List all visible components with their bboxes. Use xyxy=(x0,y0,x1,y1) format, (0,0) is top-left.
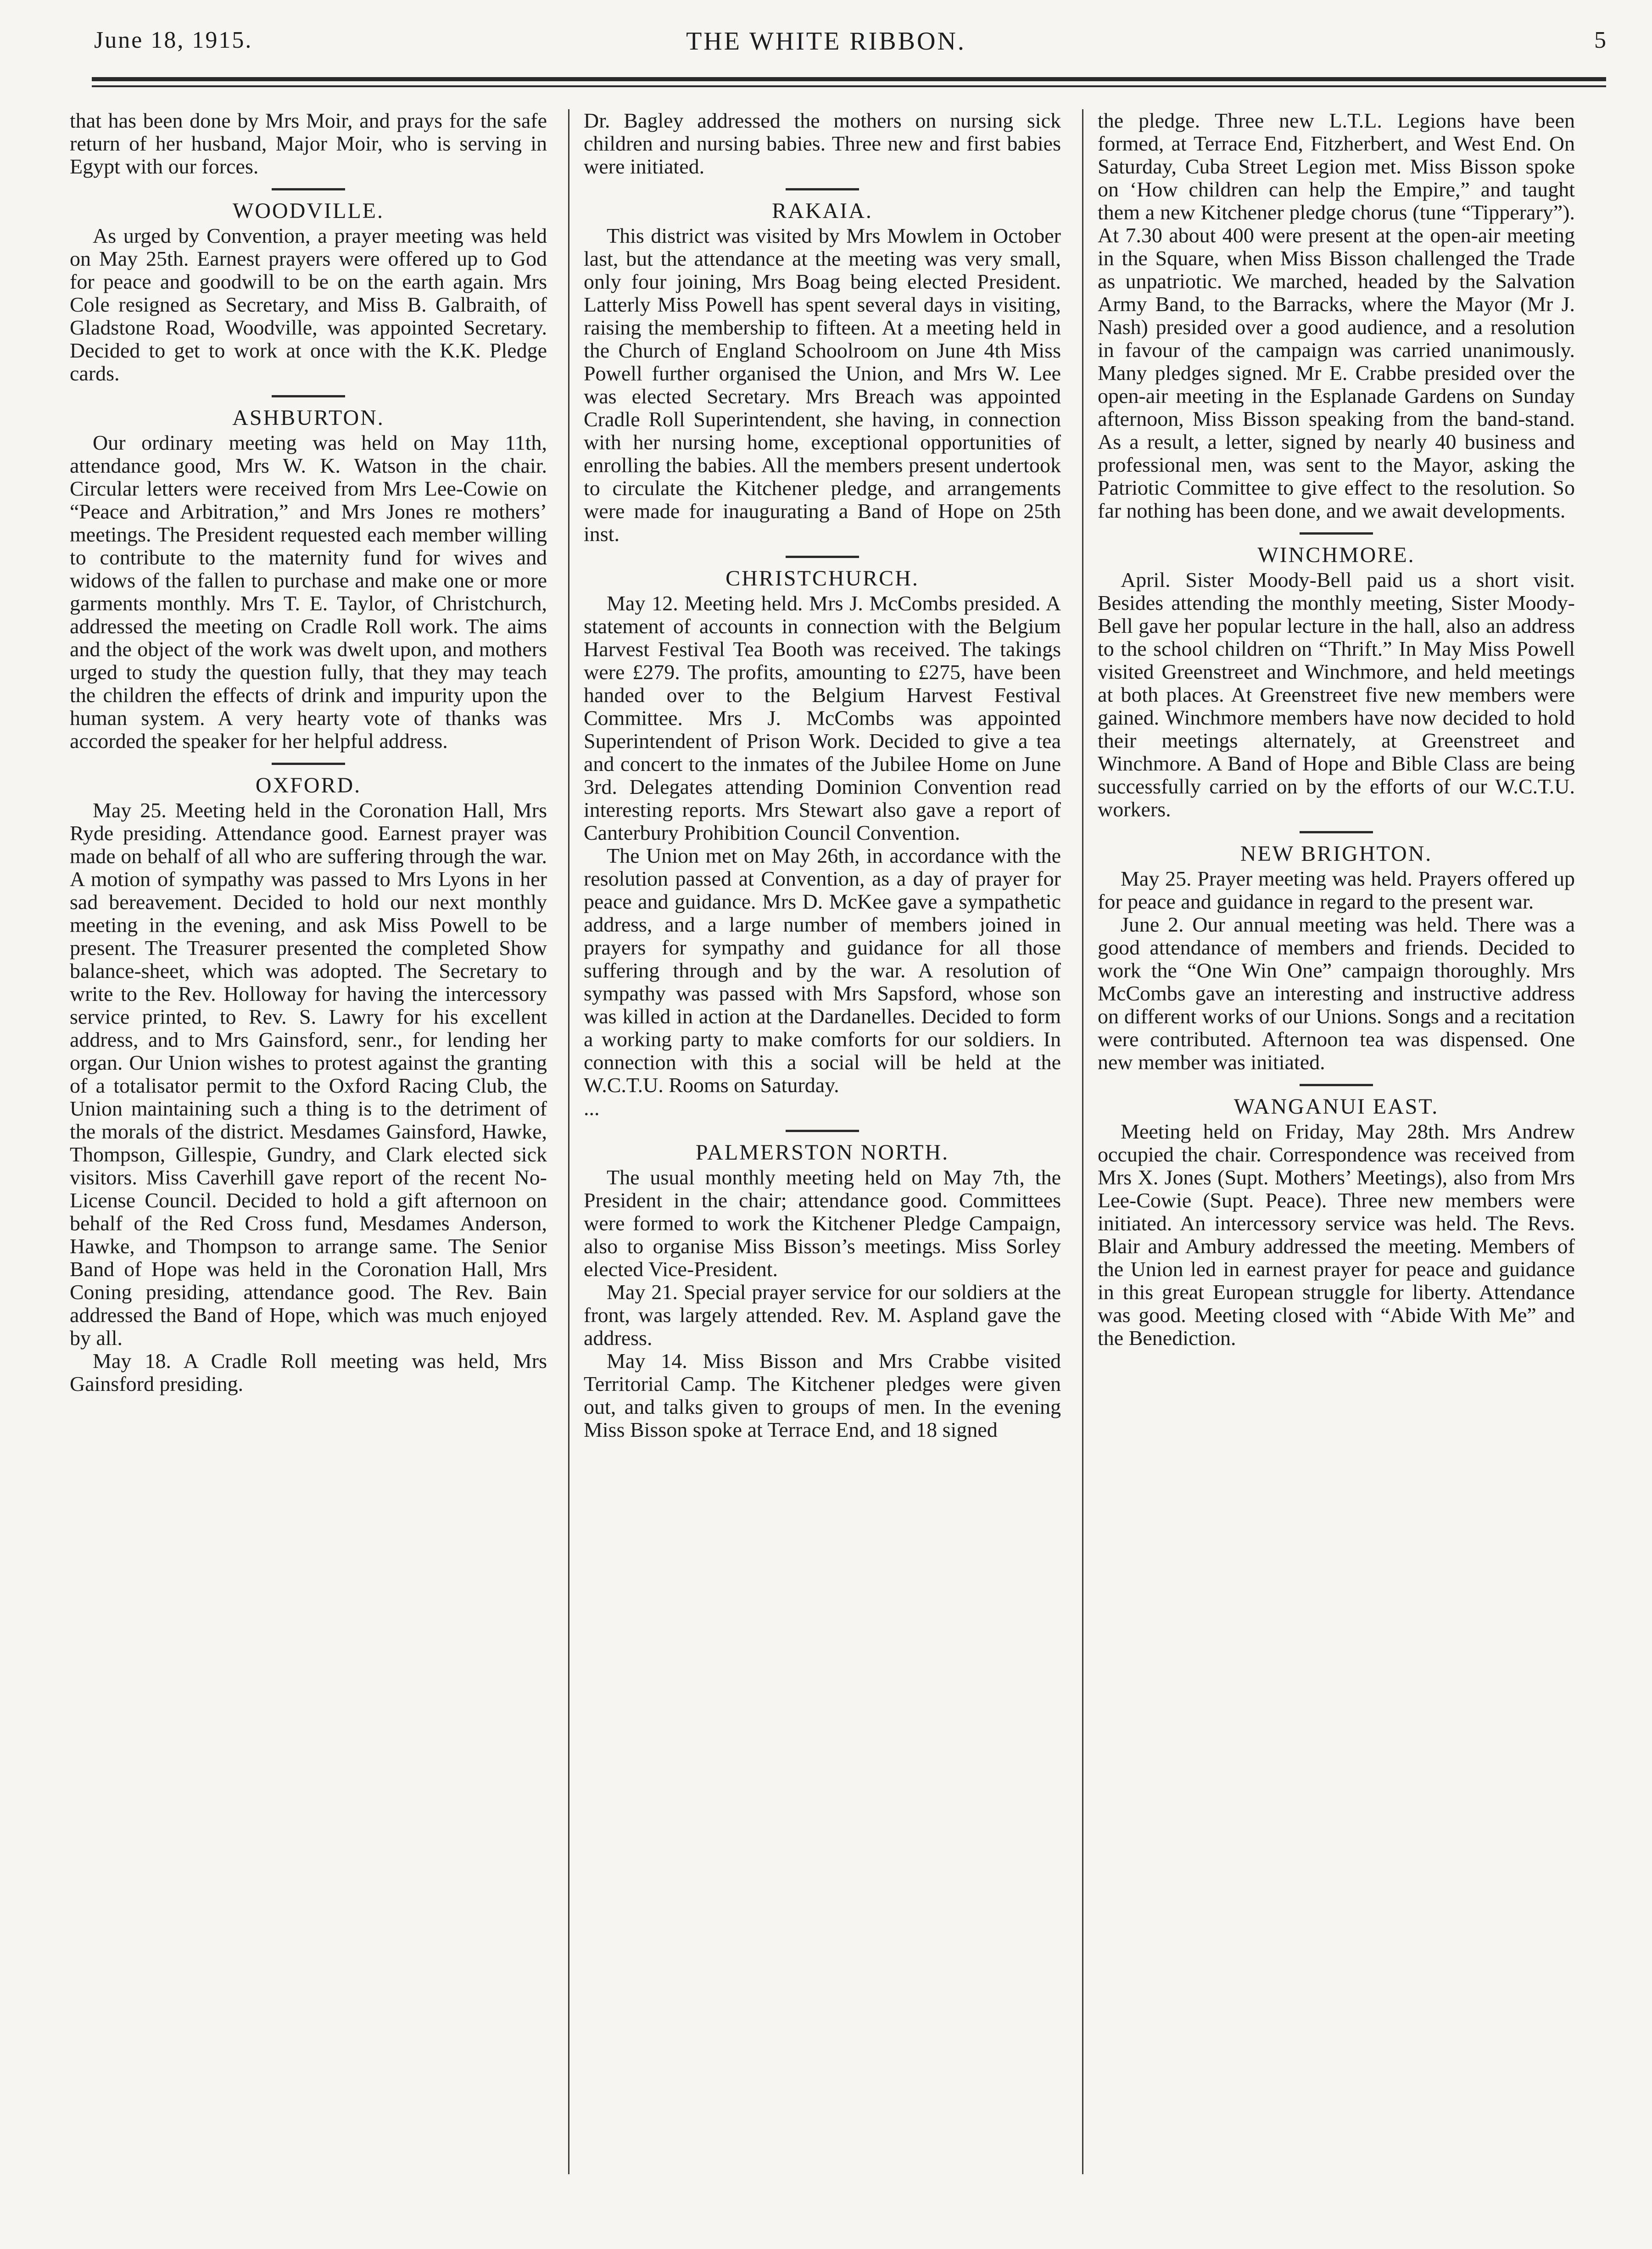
report-ashburton xyxy=(70,407,547,753)
continued-paragraph: the pledge. Three new L.T.L. Legions have been formed, at Terrace End, Fitzherbert, and West End. On Saturday, Cuba Street Legion met. Miss Bisson spoke on ‘How children can help the Empire,” and taught them a new Kitchener pledge chorus (tune “Tipperary”). At 7.30 about 400 were present at the open-air meeting in the Square, when Miss Bisson challenged the Trade as unpatriotic. We marched, headed by the Salvation Army Band, to the Barracks, where the Mayor (Mr J. Nash) presided over a good audience, and a resolution in favour of the campaign was carried unanimously. Many pledges signed. Mr E. Crabbe presided over the open-air meeting in the Esplanade Gardens on Sunday afternoon, Miss Bisson speaking from the band-stand. As a result, a letter, signed by nearly 40 business and professional men, was sent to the Mayor, asking the Patriotic Committee to give effect to the resolution. So far nothing has been done, and we await developments. xyxy=(1098,109,1575,522)
report-paragraph: As urged by Convention, a prayer meeting was held on May 25th. Earnest prayers were offered up to God for peace and goodwill to be on the earth again. Mrs Cole resigned as Secretary, and Miss B. Galbraith, of Gladstone Road, Woodville, was appointed Secretary. Decided to get to work at once with the K.K. Pledge cards. xyxy=(70,224,547,385)
section-title: RAKAIA. xyxy=(772,199,873,223)
section-separator xyxy=(272,188,345,190)
report-paragraph: The Union met on May 26th, in accordance with the resolution passed at Convention, as a day of prayer for peace and guidance. Mrs D. McKee gave a sympathetic address, and a large number of members joined in prayers for sympathy and guidance for all those suffering through and by the war. A resolution of sympathy was passed with Mrs Sapsford, whose son was killed in action at the Dardanelles. Decided to form a working party to make comforts for our soldiers. In connection with this a social will be held at the W.C.T.U. Rooms on Saturday. xyxy=(584,844,1061,1097)
column-divider xyxy=(568,109,569,2174)
report-paragraph: May 25. Meeting held in the Coronation Hall, Mrs Ryde presiding. Attendance good. Earnest prayer was made on behalf of all who are suffering through the war. A motion of sympathy was passed to Mrs Lyons in her sad bereavement. Decided to hold our next monthly meeting in the evening, and ask Miss Powell to be present. The Treasurer presented the completed Show balance-sheet, which was adopted. The Secretary to write to the Rev. Holloway for having the intercessory service printed, to Rev. S. Lawry for his excellent address, and to Mrs Gainsford, senr., for lending her organ. Our Union wishes to protest against the granting of a totalisator permit to the Oxford Racing Club, the Union maintaining such a thing is to the detriment of the morals of the district. Mesdames Gainsford, Hawke, Thompson, Gillespie, Gundry, and Clark elected sick visitors. Miss Caverhill gave report of the recent No-License Council. Decided to hold a gift afternoon on behalf of the Red Cross fund, Mesdames Anderson, Hawke, and Thompson to arrange same. The Senior Band of Hope was held in the Coronation Hall, Mrs Coning presiding, attendance good. The Rev. Bain addressed the Band of Hope, which was much enjoyed by all. xyxy=(70,798,547,1350)
report-paragraph: May 21. Special prayer service for our soldiers at the front, was largely attended. Rev. M. Aspland gave the address. xyxy=(584,1280,1061,1350)
continued-paragraph: Dr. Bagley addressed the mothers on nursing sick children and nursing babies. Three new and first babies were initiated. xyxy=(584,109,1061,178)
report-paragraph: Meeting held on Friday, May 28th. Mrs Andrew occupied the chair. Correspondence was received from Mrs X. Jones (Supt. Mothers’ Meetings), also from Mrs Lee-Cowie (Supt. Peace). Three new members were initiated. An intercessory service was held. The Revs. Blair and Ambury addressed the meeting. Members of the Union led in earnest prayer for peace and guidance in this great European struggle for liberty. Attendance was good. Meeting closed with “Abide With Me” and the Benediction. xyxy=(1098,1120,1575,1350)
continued-paragraph: that has been done by Mrs Moir, and prays for the safe return of her husband, Major Moir, who is serving in Egypt with our forces. xyxy=(70,109,547,178)
report-paragraph: The usual monthly meeting held on May 7th, the President in the chair; attendance good. Committees were formed to work the Kitchener Pledge Campaign, also to organise Miss Bisson’s meetings. Miss Sorley elected Vice-President. xyxy=(584,1166,1061,1281)
report-winchmore xyxy=(1098,544,1575,821)
section-separator xyxy=(1300,532,1373,535)
report-wanganui-east xyxy=(1098,1095,1575,1350)
report-new-brighton xyxy=(1098,843,1575,1074)
page-number: 5 xyxy=(1594,27,1606,53)
section-separator xyxy=(786,188,859,190)
column-3 xyxy=(1098,109,1575,2229)
section-title: WINCHMORE. xyxy=(1257,543,1415,567)
report-oxford xyxy=(70,774,547,1395)
report-paragraph: May 12. Meeting held. Mrs J. McCombs presided. A statement of accounts in connection with the Belgium Harvest Festival Tea Booth was received. The takings were £279. The profits, amounting to £275, have been handed over to the Belgium Harvest Festival Committee. Mrs J. McCombs was appointed Superintendent of Prison Work. Decided to give a tea and concert to the inmates of the Jubilee Home on June 3rd. Delegates attending Dominion Convention read interesting reports. Mrs Stewart also gave a report of Canterbury Prohibition Council Convention. xyxy=(584,592,1061,844)
section-title: PALMERSTON NORTH. xyxy=(695,1140,949,1165)
section-title: CHRISTCHURCH. xyxy=(726,566,919,591)
report-rakaia xyxy=(584,200,1061,546)
column-1 xyxy=(70,109,547,2229)
section-separator xyxy=(786,556,859,558)
column-divider xyxy=(1082,109,1083,2174)
report-woodville xyxy=(70,200,547,385)
issue-date: June 18, 1915. xyxy=(94,27,253,53)
section-title: WANGANUI EAST. xyxy=(1233,1094,1439,1119)
section-separator xyxy=(272,395,345,397)
report-paragraph: June 2. Our annual meeting was held. There was a good attendance of members and friends. Decided to work the “One Win One” campaign thoroughly. Mrs McCombs gave an interesting and instructive address on different works of our Unions. Songs and a recitation were contributed. Afternoon tea was dispensed. One new member was initiated. xyxy=(1098,913,1575,1074)
ellipsis-mark: ... xyxy=(584,1096,600,1120)
report-palmerston-north xyxy=(584,1141,1061,1441)
section-title: OXFORD. xyxy=(255,773,362,798)
report-paragraph: May 14. Miss Bisson and Mrs Crabbe visited Territorial Camp. The Kitchener pledges were given out, and talks given to groups of men. In the evening Miss Bisson spoke at Terrace End, and 18 signed xyxy=(584,1349,1061,1441)
report-paragraph: May 18. A Cradle Roll meeting was held, Mrs Gainsford presiding. xyxy=(70,1349,547,1395)
header-rule-thick xyxy=(92,77,1606,81)
section-separator xyxy=(272,763,345,765)
header-rule-thin xyxy=(92,85,1606,87)
section-separator xyxy=(1300,1084,1373,1086)
page-header xyxy=(0,0,1652,87)
report-christchurch xyxy=(584,567,1061,1120)
newspaper-title: THE WHITE RIBBON. xyxy=(686,27,966,56)
report-paragraph: April. Sister Moody-Bell paid us a short visit. Besides attending the monthly meeting, Sister Moody-Bell gave her popular lecture in the hall, also an address to the school children on “Thrift.” In May Miss Powell visited Greenstreet and Winchmore, and held meetings at both places. At Greenstreet five new members were gained. Winchmore members have now decided to hold their meetings alternately, at Greenstreet and Winchmore. A Band of Hope and Bible Class are being successfully carried on by the efforts of our W.C.T.U. workers. xyxy=(1098,568,1575,821)
section-title: ASHBURTON. xyxy=(232,406,385,430)
column-2 xyxy=(584,109,1061,2229)
report-paragraph: May 25. Prayer meeting was held. Prayers offered up for peace and guidance in regard to the present war. xyxy=(1098,867,1575,913)
report-paragraph: This district was visited by Mrs Mowlem in October last, but the attendance at the meeting was very small, only four joining, Mrs Boag being elected President. Latterly Miss Powell has spent several days in visiting, raising the membership to fifteen. At a meeting held in the Church of England Schoolroom on June 4th Miss Powell further organised the Union, and Mrs W. Lee was elected Secretary. Mrs Breach was appointed Cradle Roll Superintendent, she having, in connection with her nursing home, exceptional opportunities of enrolling the babies. All the members present undertook to circulate the Kitchener pledge, and arrangements were made for inaugurating a Band of Hope on 25th inst. xyxy=(584,224,1061,546)
section-title: WOODVILLE. xyxy=(233,199,384,223)
section-title: NEW BRIGHTON. xyxy=(1240,842,1433,866)
section-separator xyxy=(1300,831,1373,833)
section-separator xyxy=(786,1130,859,1132)
report-paragraph: Our ordinary meeting was held on May 11th, attendance good, Mrs W. K. Watson in the chair. Circular letters were received from Mrs Lee-Cowie on “Peace and Arbitration,” and Mrs Jones re mothers’ meetings. The President requested each member willing to contribute to the maternity fund for wives and widows of the fallen to purchase and make one or more garments monthly. Mrs T. E. Taylor, of Christchurch, addressed the meeting on Cradle Roll work. The aims and the object of the work was dwelt upon, and mothers urged to study the question fully, that they may teach the children the effects of drink and impurity upon the human system. A very hearty vote of thanks was accorded the speaker for her helpful address. xyxy=(70,431,547,753)
